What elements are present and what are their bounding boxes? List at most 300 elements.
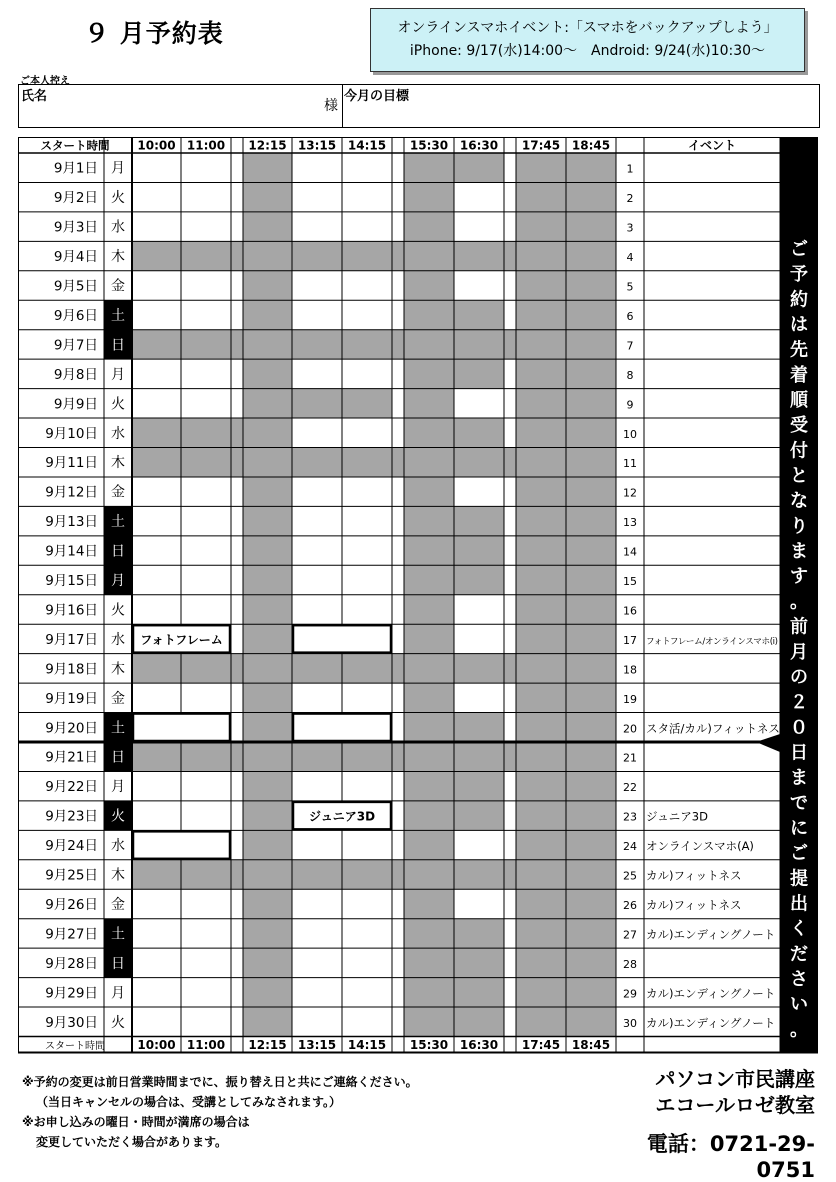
booked-cell <box>454 330 504 359</box>
booked-cell <box>243 624 292 653</box>
footer-time-label: 18:45 <box>571 1038 611 1052</box>
booked-cell <box>404 418 454 447</box>
booked-cell <box>516 1007 566 1036</box>
booked-cell <box>181 448 231 477</box>
booked-cell <box>181 860 231 889</box>
booked-cell <box>504 330 516 359</box>
booked-cell <box>243 713 292 742</box>
booked-cell <box>566 595 616 624</box>
booked-cell <box>566 477 616 506</box>
reserved-slot-label: ジュニア3D <box>308 809 376 824</box>
row-number: 17 <box>623 633 637 647</box>
booked-cell <box>516 330 566 359</box>
side-notice-char: 。 <box>790 591 808 613</box>
booked-cell <box>392 330 404 359</box>
booked-cell <box>454 948 504 977</box>
dow-cell: 金 <box>111 278 125 295</box>
side-notice-char: り <box>790 515 808 537</box>
header-time-label: 11:00 <box>186 138 226 153</box>
sama-label: 様 <box>324 98 338 114</box>
date-cell: 9月3日 <box>53 219 98 236</box>
footer-time-label: 16:30 <box>459 1038 499 1052</box>
booked-cell <box>516 654 566 683</box>
booked-cell <box>404 477 454 506</box>
side-notice-char: す <box>790 566 808 588</box>
booked-cell <box>566 271 616 300</box>
booked-cell <box>516 742 566 771</box>
side-notice-char: 受 <box>790 415 808 437</box>
booked-cell <box>243 654 292 683</box>
booked-cell <box>243 948 292 977</box>
dow-cell: 月 <box>111 779 125 796</box>
booked-cell <box>404 860 454 889</box>
booked-cell <box>392 860 404 889</box>
header-time-label: 13:15 <box>297 138 337 153</box>
dow-cell: 木 <box>111 661 125 678</box>
booked-cell <box>404 271 454 300</box>
booked-cell <box>243 595 292 624</box>
booked-cell <box>342 742 392 771</box>
date-cell: 9月8日 <box>53 366 98 383</box>
booked-cell <box>132 418 181 447</box>
booked-cell <box>454 359 504 388</box>
booked-cell <box>516 241 566 270</box>
booked-cell <box>566 801 616 830</box>
booked-cell <box>243 300 292 329</box>
copy-label: ご本人控え <box>20 76 70 87</box>
date-cell: 9月12日 <box>45 484 98 501</box>
booked-cell <box>243 801 292 830</box>
row-number: 10 <box>623 427 637 441</box>
booked-cell <box>566 919 616 948</box>
name-field[interactable] <box>18 84 343 128</box>
event-cell: カル)エンディングノート <box>646 986 776 1001</box>
header-time-label: 18:45 <box>571 138 611 153</box>
dow-cell: 日 <box>111 337 125 354</box>
booked-cell <box>292 860 342 889</box>
booked-cell <box>516 683 566 712</box>
booked-cell <box>516 595 566 624</box>
dow-cell: 土 <box>111 514 125 531</box>
booked-cell <box>231 860 243 889</box>
side-notice-char: ま <box>790 767 808 789</box>
footer-time-label: 12:15 <box>248 1038 287 1052</box>
row-number: 23 <box>623 810 637 824</box>
booked-cell <box>516 978 566 1007</box>
dow-cell: 木 <box>111 867 125 884</box>
dow-cell: 土 <box>111 926 125 943</box>
booked-cell <box>566 153 616 182</box>
booked-cell <box>504 860 516 889</box>
dow-cell: 水 <box>111 219 125 236</box>
booked-cell <box>504 241 516 270</box>
booked-cell <box>404 978 454 1007</box>
reserved-slot-box <box>133 831 230 858</box>
booked-cell <box>454 241 504 270</box>
reserved-slot-box <box>133 714 230 741</box>
booked-cell <box>566 624 616 653</box>
booked-cell <box>181 654 231 683</box>
booked-cell <box>243 359 292 388</box>
booked-cell <box>566 330 616 359</box>
booked-cell <box>566 742 616 771</box>
booked-cell <box>404 713 454 742</box>
booked-cell <box>243 506 292 535</box>
booked-cell <box>454 448 504 477</box>
booked-cell <box>454 654 504 683</box>
dow-cell: 金 <box>111 484 125 501</box>
side-notice-char: ２ <box>790 692 808 714</box>
booked-cell <box>454 801 504 830</box>
booked-cell <box>243 330 292 359</box>
booked-cell <box>243 271 292 300</box>
booked-cell <box>504 448 516 477</box>
booked-cell <box>243 477 292 506</box>
date-cell: 9月24日 <box>45 838 98 855</box>
footer-time-label: 13:15 <box>297 1038 337 1052</box>
reserved-slot-box <box>293 625 391 652</box>
booked-cell <box>566 771 616 800</box>
booked-cell <box>516 153 566 182</box>
booked-cell <box>132 654 181 683</box>
booked-cell <box>292 241 342 270</box>
booked-cell <box>454 919 504 948</box>
booked-cell <box>516 271 566 300</box>
booked-cell <box>566 182 616 211</box>
event-cell: カル)エンディングノート <box>646 1015 776 1030</box>
dow-cell: 月 <box>111 366 125 383</box>
booked-cell <box>292 389 342 418</box>
header-time-label: 17:45 <box>521 138 561 153</box>
booked-cell <box>566 978 616 1007</box>
booked-cell <box>454 300 504 329</box>
booked-cell <box>454 1007 504 1036</box>
side-notice-char: の <box>790 666 808 688</box>
booked-cell <box>342 448 392 477</box>
booked-cell <box>516 389 566 418</box>
row-number: 11 <box>623 457 637 471</box>
booked-cell <box>292 330 342 359</box>
online-event-banner <box>370 8 805 72</box>
dow-cell: 金 <box>111 896 125 913</box>
header-time-label: 12:15 <box>248 138 287 153</box>
booked-cell <box>342 654 392 683</box>
booked-cell <box>231 742 243 771</box>
event-cell: フォトフレーム/オンラインスマホ(i) <box>646 636 778 647</box>
booked-cell <box>566 389 616 418</box>
date-cell: 9月27日 <box>45 926 98 943</box>
side-notice-char: さ <box>790 968 808 990</box>
booked-cell <box>243 742 292 771</box>
row-number: 21 <box>623 751 637 765</box>
footer-time-label: 15:30 <box>409 1038 449 1052</box>
dow-cell: 火 <box>111 602 125 619</box>
booked-cell <box>342 330 392 359</box>
booked-cell <box>392 448 404 477</box>
side-notice-char: 順 <box>790 390 808 412</box>
date-cell: 9月18日 <box>45 661 98 678</box>
date-cell: 9月17日 <box>45 631 98 648</box>
dow-cell: 日 <box>111 955 125 972</box>
reserved-slot-label: フォトフレーム <box>140 632 223 647</box>
event-line-1: オンラインスマホイベント:「スマホをバックアップしよう」 <box>397 20 778 36</box>
booked-cell <box>404 654 454 683</box>
booked-cell <box>181 330 231 359</box>
date-cell: 9月14日 <box>45 543 98 560</box>
date-cell: 9月21日 <box>45 749 98 766</box>
event-cell: カル)フィットネス <box>646 868 742 883</box>
booked-cell <box>516 448 566 477</box>
row-number: 7 <box>626 339 634 353</box>
dow-cell: 火 <box>111 396 125 413</box>
header-time-label: 16:30 <box>459 138 499 153</box>
booked-cell <box>566 830 616 859</box>
booked-cell <box>516 477 566 506</box>
row-number: 4 <box>626 251 634 265</box>
booked-cell <box>516 801 566 830</box>
date-cell: 9月22日 <box>45 779 98 796</box>
note-2: （当日キャンセルの場合は、受講としてみなされます。） <box>36 1095 342 1109</box>
date-cell: 9月30日 <box>45 1014 98 1031</box>
row-number: 6 <box>626 309 634 323</box>
booked-cell <box>243 771 292 800</box>
booked-cell <box>392 654 404 683</box>
booked-cell <box>454 536 504 565</box>
booked-cell <box>243 389 292 418</box>
side-notice-char: 付 <box>790 440 808 462</box>
booked-cell <box>404 212 454 241</box>
side-notice-char: ０ <box>790 717 808 739</box>
dow-cell: 金 <box>111 690 125 707</box>
goal-field[interactable] <box>342 84 820 128</box>
booked-cell <box>516 624 566 653</box>
school-line-2: エコールロゼ教室 <box>655 1093 815 1117</box>
booked-cell <box>566 654 616 683</box>
booked-cell <box>342 389 392 418</box>
side-notice-char: い <box>790 994 808 1016</box>
booked-cell <box>566 212 616 241</box>
booked-cell <box>454 742 504 771</box>
dow-cell: 水 <box>111 838 125 855</box>
date-cell: 9月6日 <box>53 307 98 324</box>
booked-cell <box>292 448 342 477</box>
side-notice-char: 着 <box>790 364 808 386</box>
booked-cell <box>132 742 181 771</box>
side-notice-char: 前 <box>790 616 808 638</box>
note-4: 変更していただく場合があります。 <box>36 1135 228 1149</box>
booked-cell <box>566 448 616 477</box>
row-number: 1 <box>626 162 634 176</box>
booked-cell <box>243 889 292 918</box>
booked-cell <box>404 830 454 859</box>
row-number: 5 <box>626 280 634 294</box>
booked-cell <box>516 830 566 859</box>
booked-cell <box>404 595 454 624</box>
row-number: 28 <box>623 957 637 971</box>
booked-cell <box>292 742 342 771</box>
booked-cell <box>516 300 566 329</box>
booked-cell <box>516 771 566 800</box>
dow-cell: 月 <box>111 985 125 1002</box>
booked-cell <box>243 212 292 241</box>
booked-cell <box>392 241 404 270</box>
footer-time-label: 10:00 <box>137 1038 176 1052</box>
side-notice-char: 予 <box>790 264 808 286</box>
booked-cell <box>454 418 504 447</box>
booked-cell <box>243 1007 292 1036</box>
booked-cell <box>132 330 181 359</box>
goal-label: 今月の目標 <box>344 89 410 104</box>
row-number: 14 <box>623 545 637 559</box>
side-notice-char: ご <box>790 843 808 865</box>
booked-cell <box>231 330 243 359</box>
reserved-slot-box <box>293 714 391 741</box>
header-time-label: 15:30 <box>409 138 449 153</box>
booked-cell <box>404 565 454 594</box>
dow-cell: 木 <box>111 249 125 266</box>
side-notice-char: と <box>790 465 808 487</box>
dow-cell: 土 <box>111 720 125 737</box>
event-cell: カル)エンディングノート <box>646 927 776 942</box>
date-cell: 9月23日 <box>45 808 98 825</box>
booked-cell <box>404 448 454 477</box>
dow-cell: 日 <box>111 543 125 560</box>
booked-cell <box>454 153 504 182</box>
booked-cell <box>516 919 566 948</box>
booked-cell <box>516 860 566 889</box>
booked-cell <box>243 860 292 889</box>
booked-cell <box>516 212 566 241</box>
footer-time-label: 17:45 <box>521 1038 561 1052</box>
booked-cell <box>181 241 231 270</box>
side-notice-char: く <box>790 918 808 940</box>
date-cell: 9月15日 <box>45 573 98 590</box>
event-cell: カル)フィットネス <box>646 897 742 912</box>
date-cell: 9月9日 <box>53 396 98 413</box>
booked-cell <box>392 742 404 771</box>
side-notice-char: は <box>790 314 808 336</box>
booked-cell <box>566 889 616 918</box>
schedule-table <box>18 137 820 1055</box>
date-cell: 9月10日 <box>45 425 98 442</box>
booked-cell <box>292 654 342 683</box>
header-time-label: 10:00 <box>137 138 176 153</box>
booked-cell <box>181 742 231 771</box>
side-notice-char: 出 <box>790 893 808 915</box>
booked-cell <box>404 389 454 418</box>
booked-cell <box>566 683 616 712</box>
booked-cell <box>132 448 181 477</box>
row-number: 16 <box>623 604 637 618</box>
booked-cell <box>566 418 616 447</box>
side-notice-char: ご <box>790 239 808 260</box>
separator-arrow <box>756 734 780 752</box>
phone-number: 電話：0721-29-0751 <box>646 1132 815 1182</box>
header-start-label: スタート時間 <box>40 138 110 153</box>
booked-cell <box>181 418 231 447</box>
booked-cell <box>231 241 243 270</box>
row-number: 22 <box>623 781 637 795</box>
side-notice-char: な <box>790 490 808 512</box>
booked-cell <box>243 153 292 182</box>
row-number: 3 <box>626 221 634 235</box>
booked-cell <box>566 948 616 977</box>
side-notice-char: 約 <box>790 289 808 311</box>
booked-cell <box>404 624 454 653</box>
booked-cell <box>454 860 504 889</box>
booked-cell <box>504 742 516 771</box>
note-1: ※予約の変更は前日営業時間までに、振り替え日と共にご連絡ください。 <box>22 1075 418 1089</box>
booked-cell <box>231 654 243 683</box>
booked-cell <box>243 418 292 447</box>
row-number: 2 <box>626 192 634 206</box>
school-name <box>600 1066 815 1118</box>
booked-cell <box>516 182 566 211</box>
booked-cell <box>566 565 616 594</box>
booked-cell <box>454 565 504 594</box>
event-line-2: iPhone: 9/17(水)14:00〜 Android: 9/24(水)10:30〜 <box>409 43 766 59</box>
booked-cell <box>404 1007 454 1036</box>
booked-cell <box>516 713 566 742</box>
date-cell: 9月25日 <box>45 867 98 884</box>
date-cell: 9月11日 <box>45 455 98 472</box>
side-notice-char: 月 <box>790 641 808 663</box>
booked-cell <box>231 448 243 477</box>
row-number: 12 <box>623 486 637 500</box>
dow-cell: 水 <box>111 425 125 442</box>
side-notice-char: で <box>790 792 808 814</box>
booked-cell <box>404 742 454 771</box>
date-cell: 9月13日 <box>45 514 98 531</box>
booked-cell <box>404 330 454 359</box>
booked-cell <box>566 860 616 889</box>
date-cell: 9月26日 <box>45 896 98 913</box>
booked-cell <box>243 919 292 948</box>
date-cell: 9月4日 <box>53 249 98 266</box>
booked-cell <box>404 506 454 535</box>
booked-cell <box>342 860 392 889</box>
date-cell: 9月28日 <box>45 955 98 972</box>
booked-cell <box>566 1007 616 1036</box>
header-time-label: 14:15 <box>347 138 387 153</box>
booked-cell <box>566 300 616 329</box>
booked-cell <box>243 683 292 712</box>
booked-cell <box>243 536 292 565</box>
booked-cell <box>516 506 566 535</box>
booked-cell <box>566 506 616 535</box>
booked-cell <box>454 713 504 742</box>
booked-cell <box>243 830 292 859</box>
date-cell: 9月5日 <box>53 278 98 295</box>
booked-cell <box>516 889 566 918</box>
booked-cell <box>566 241 616 270</box>
date-cell: 9月29日 <box>45 985 98 1002</box>
booked-cell <box>132 241 181 270</box>
booked-cell <box>404 536 454 565</box>
dow-cell: 月 <box>111 573 125 590</box>
booked-cell <box>516 359 566 388</box>
row-number: 18 <box>623 663 637 677</box>
booked-cell <box>504 654 516 683</box>
row-number: 24 <box>623 840 637 854</box>
note-3: ※お申し込みの曜日・時間が満席の場合は <box>22 1115 250 1129</box>
booked-cell <box>516 536 566 565</box>
footer-start-label: スタート時間 <box>45 1041 105 1052</box>
date-cell: 9月19日 <box>45 690 98 707</box>
date-cell: 9月20日 <box>45 720 98 737</box>
row-number: 29 <box>623 987 637 1001</box>
booked-cell <box>243 182 292 211</box>
